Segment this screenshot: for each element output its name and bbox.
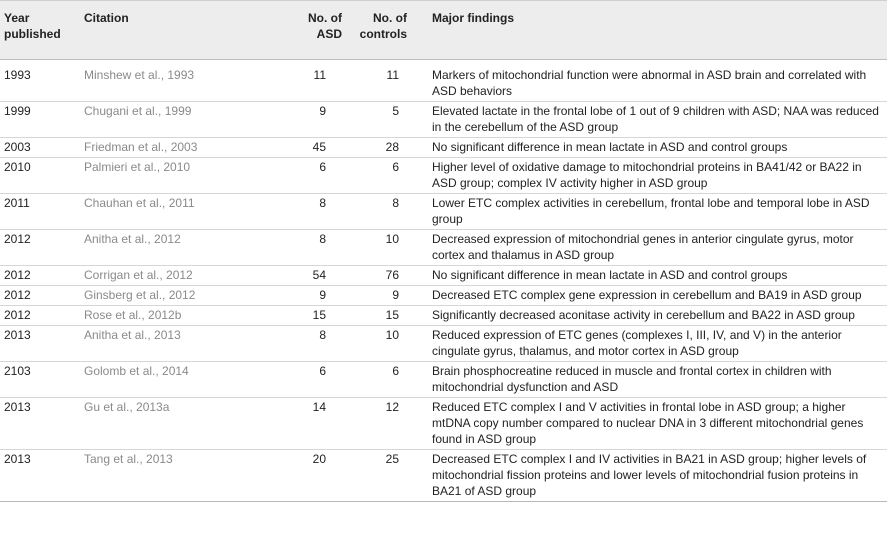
table-row — [0, 138, 887, 158]
cell-asd-count: 20 — [312, 452, 326, 466]
cell-controls-count: 6 — [392, 160, 399, 174]
table-row — [0, 230, 887, 266]
header-findings: Major findings — [432, 11, 514, 25]
cell-asd-count: 9 — [319, 288, 326, 302]
cell-asd-count: 6 — [319, 160, 326, 174]
cell-year: 2012 — [4, 232, 31, 246]
cell-asd-count: 6 — [319, 364, 326, 378]
cell-year: 2011 — [4, 196, 30, 210]
cell-year: 2103 — [4, 364, 31, 378]
cell-year: 2013 — [4, 452, 31, 466]
table-row — [0, 362, 887, 398]
cell-controls-count: 11 — [386, 68, 399, 82]
cell-year: 2012 — [4, 268, 31, 282]
cell-controls-count: 10 — [385, 328, 399, 342]
header-year-line1: Year — [4, 11, 30, 25]
header-asd-line1: No. of — [308, 11, 342, 25]
table-row — [0, 398, 887, 450]
table-row — [0, 326, 887, 362]
cell-asd-count: 15 — [312, 308, 326, 322]
cell-year: 2013 — [4, 328, 31, 342]
cell-year: 2013 — [4, 400, 31, 414]
cell-citation: Tang et al., 2013 — [84, 452, 173, 466]
header-year-line2: published — [4, 27, 61, 41]
header-controls-line1: No. of — [373, 11, 407, 25]
header-asd-line2: ASD — [316, 27, 342, 41]
cell-controls-count: 5 — [392, 104, 399, 118]
cell-findings: Decreased expression of mitochondrial genes in anterior cingulate gyrus, motor cortex and thalamus in ASD group — [432, 232, 854, 262]
cell-controls-count: 15 — [385, 308, 399, 322]
cell-controls-count: 76 — [385, 268, 399, 282]
header-row — [0, 1, 887, 60]
cell-controls-count: 9 — [392, 288, 399, 302]
cell-citation: Anitha et al., 2012 — [84, 232, 181, 246]
header-controls-line2: controls — [359, 27, 407, 41]
cell-findings: Reduced expression of ETC genes (complexes I, III, IV, and V) in the anterior cingulate gyrus, thalamus, and motor cortex in ASD group — [432, 328, 842, 358]
header-citation: Citation — [84, 11, 129, 25]
cell-citation: Friedman et al., 2003 — [84, 140, 198, 154]
cell-controls-count: 25 — [385, 452, 399, 466]
cell-findings: Elevated lactate in the frontal lobe of 1 out of 9 children with ASD; NAA was reduced in the cerebellum of the ASD group — [432, 104, 879, 134]
cell-asd-count: 9 — [319, 104, 326, 118]
cell-findings: Markers of mitochondrial function were abnormal in ASD brain and correlated with ASD behaviors — [432, 68, 867, 98]
cell-controls-count: 28 — [385, 140, 399, 154]
cell-citation: Ginsberg et al., 2012 — [84, 288, 196, 302]
cell-year: 2010 — [4, 160, 31, 174]
cell-asd-count: 45 — [312, 140, 326, 154]
header-asd — [280, 1, 352, 60]
cell-findings: Higher level of oxidative damage to mitochondrial proteins in BA41/42 or BA22 in ASD group; complex IV activity higher in ASD group — [432, 160, 862, 190]
cell-citation: Palmieri et al., 2010 — [84, 160, 191, 174]
table-row — [0, 66, 887, 102]
cell-asd-count: 54 — [312, 268, 326, 282]
cell-findings: Significantly decreased aconitase activity in cerebellum and BA22 in ASD group — [432, 308, 855, 322]
cell-citation: Minshew et al., 1993 — [84, 68, 195, 82]
cell-controls-count: 8 — [392, 196, 399, 210]
cell-year: 2012 — [4, 308, 31, 322]
table-body — [0, 60, 887, 502]
cell-controls-count: 6 — [392, 364, 399, 378]
cell-findings: Decreased ETC complex gene expression in cerebellum and BA19 in ASD group — [432, 288, 862, 302]
table-row — [0, 158, 887, 194]
cell-citation: Gu et al., 2013a — [84, 400, 170, 414]
table-row — [0, 266, 887, 286]
cell-findings: No significant difference in mean lactate in ASD and control groups — [432, 268, 788, 282]
table-header — [0, 1, 887, 60]
cell-year: 1999 — [4, 104, 31, 118]
cell-findings: Reduced ETC complex I and V activities in frontal lobe in ASD group; a higher mtDNA copy number compared to nuclear DNA in 3 different mitochondrial genes found in ASD group — [432, 400, 864, 446]
cell-asd-count: 14 — [312, 400, 326, 414]
cell-asd-count: 8 — [319, 328, 326, 342]
table-row — [0, 306, 887, 326]
cell-findings: Decreased ETC complex I and IV activities in BA21 in ASD group; higher levels of mitochondrial fission proteins and lower levels of mitochondrial fusion proteins in BA21 of ASD group — [432, 452, 867, 498]
cell-citation: Chauhan et al., 2011 — [84, 196, 195, 210]
cell-asd-count: 11 — [313, 68, 326, 82]
header-year — [0, 1, 80, 60]
cell-citation: Corrigan et al., 2012 — [84, 268, 193, 282]
table-row — [0, 102, 887, 138]
cell-controls-count: 12 — [385, 400, 399, 414]
cell-citation: Anitha et al., 2013 — [84, 328, 181, 342]
cell-asd-count: 8 — [319, 232, 326, 246]
table-row — [0, 194, 887, 230]
cell-findings: Brain phosphocreatine reduced in muscle and frontal cortex in children with mitochondrial dysfunction and ASD — [432, 364, 832, 394]
cell-citation: Rose et al., 2012b — [84, 308, 182, 322]
cell-year: 2003 — [4, 140, 31, 154]
table-row — [0, 286, 887, 306]
cell-citation: Golomb et al., 2014 — [84, 364, 189, 378]
cell-asd-count: 8 — [319, 196, 326, 210]
cell-year: 1993 — [4, 68, 31, 82]
cell-year: 2012 — [4, 288, 31, 302]
cell-citation: Chugani et al., 1999 — [84, 104, 192, 118]
cell-findings: No significant difference in mean lactate in ASD and control groups — [432, 140, 788, 154]
cell-findings: Lower ETC complex activities in cerebellum, frontal lobe and temporal lobe in ASD group — [432, 196, 870, 226]
cell-controls-count: 10 — [385, 232, 399, 246]
header-controls — [352, 1, 422, 60]
table-row — [0, 450, 887, 502]
